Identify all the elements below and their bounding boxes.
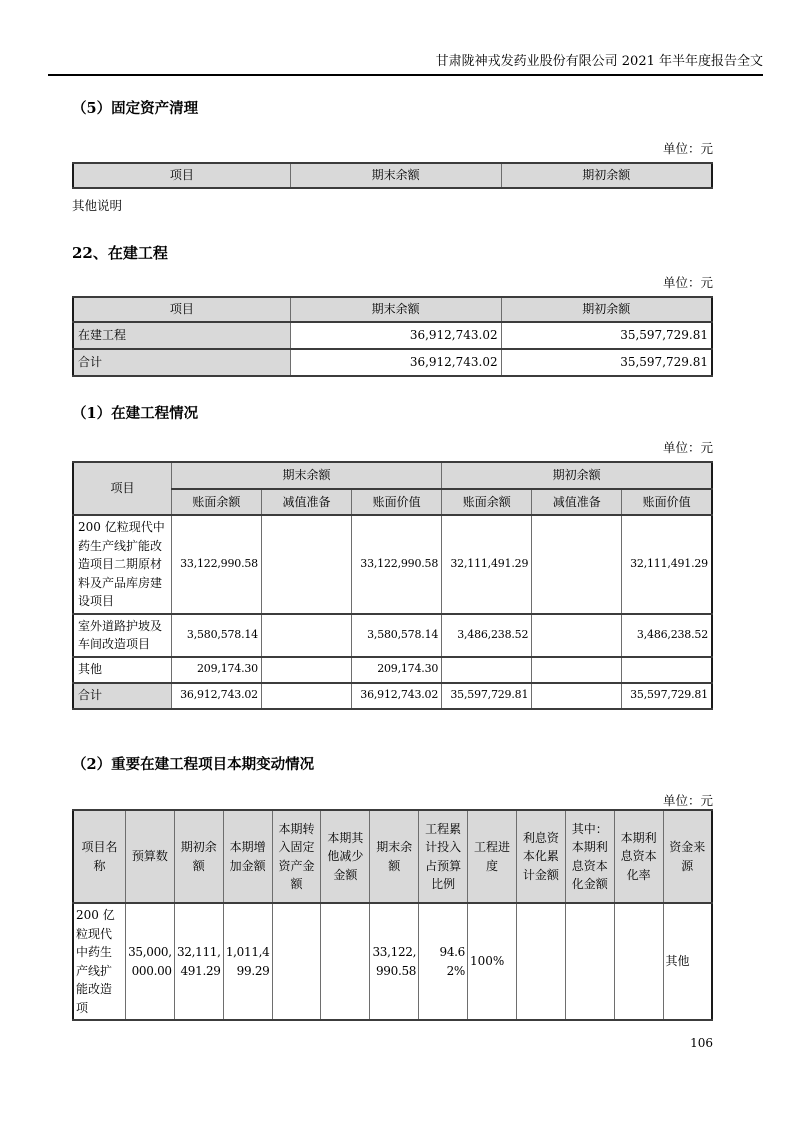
cell-value [261, 614, 351, 657]
column-header: 账面价值 [352, 489, 442, 515]
row-label: 室外道路护坡及车间改造项目 [73, 614, 171, 657]
column-header: 减值准备 [532, 489, 622, 515]
unit-label: 单位：元 [662, 275, 713, 290]
cell-value: 36,912,743.02 [352, 683, 442, 709]
column-header: 工程累计投入占预算比例 [419, 810, 468, 903]
cell-value: 3,486,238.52 [442, 614, 532, 657]
cell-value: 36,912,743.02 [171, 683, 261, 709]
column-header: 期初余额 [174, 810, 223, 903]
column-header: 项目 [73, 297, 290, 322]
unit-label: 单位：元 [662, 793, 713, 808]
column-header: 期末余额 [290, 297, 501, 322]
table-row-total [73, 683, 712, 709]
column-header: 本期增加金额 [223, 810, 272, 903]
column-header: 工程进度 [468, 810, 517, 903]
cell-project-name: 200 亿粒现代中药生产线扩能改造项 [73, 903, 125, 1020]
row-label: 合计 [73, 349, 290, 376]
column-header: 预算数 [125, 810, 174, 903]
cell-fund-source: 其他 [663, 903, 712, 1020]
cell-value [622, 657, 712, 683]
subsection-heading-cip-changes: （2）重要在建工程项目本期变动情况 [72, 756, 315, 773]
column-header: 本期其他减少金额 [321, 810, 370, 903]
section-heading-construction-in-progress: 22、在建工程 [72, 244, 168, 262]
cell-value [532, 515, 622, 614]
column-header: 期初余额 [501, 163, 712, 188]
cell-value: 35,597,729.81 [442, 683, 532, 709]
table-header-row [73, 163, 712, 188]
column-header: 本期利息资本化率 [614, 810, 663, 903]
section-heading-fixed-asset-disposal: （5）固定资产清理 [72, 100, 199, 117]
cell-value: 3,486,238.52 [622, 614, 712, 657]
column-header: 账面价值 [622, 489, 712, 515]
column-header: 资金来源 [663, 810, 712, 903]
cell-value: 3,580,578.14 [352, 614, 442, 657]
table-row [73, 903, 712, 1020]
cell-budget: 35,000,000.00 [125, 903, 174, 1020]
table-header-row [73, 297, 712, 322]
row-label: 其他 [73, 657, 171, 683]
cell-capitalized-interest-total [516, 903, 565, 1020]
column-header: 利息资本化累计金额 [516, 810, 565, 903]
cip-detail-table [72, 461, 713, 710]
column-header: 账面余额 [442, 489, 532, 515]
page-number: 106 [690, 1036, 713, 1050]
cell-value: 209,174.30 [352, 657, 442, 683]
row-label: 200 亿粒现代中药生产线扩能改造项目二期原材料及产品库房建设项目 [73, 515, 171, 614]
column-header: 期末余额 [370, 810, 419, 903]
row-label: 在建工程 [73, 322, 290, 349]
cell-closing-balance: 36,912,743.02 [290, 322, 501, 349]
cell-capitalization-rate [614, 903, 663, 1020]
fixed-asset-disposal-table [72, 162, 713, 189]
cell-closing-balance: 33,122,990.58 [370, 903, 419, 1020]
cell-opening-balance: 35,597,729.81 [501, 322, 712, 349]
cell-value [261, 683, 351, 709]
column-header: 本期转入固定资产金额 [272, 810, 321, 903]
column-header: 期初余额 [501, 297, 712, 322]
cell-value [261, 657, 351, 683]
cell-value: 3,580,578.14 [171, 614, 261, 657]
cell-investment-ratio: 94.62% [419, 903, 468, 1020]
table-header-group-row [73, 462, 712, 489]
table-row [73, 614, 712, 657]
cell-value [532, 657, 622, 683]
column-header: 项目名称 [73, 810, 125, 903]
column-header: 减值准备 [261, 489, 351, 515]
column-header-item: 项目 [73, 462, 171, 515]
table-row-total [73, 349, 712, 376]
cell-value: 33,122,990.58 [171, 515, 261, 614]
table-row [73, 322, 712, 349]
cell-capitalized-interest-period [565, 903, 614, 1020]
cell-opening-balance: 32,111,491.29 [174, 903, 223, 1020]
cell-opening-balance: 35,597,729.81 [501, 349, 712, 376]
cell-value [532, 683, 622, 709]
column-header: 项目 [73, 163, 290, 188]
cell-value [442, 657, 532, 683]
column-group-closing: 期末余额 [171, 462, 441, 489]
table-header-row [73, 810, 712, 903]
unit-label: 单位：元 [662, 141, 713, 156]
cell-transferred-to-fixed-assets [272, 903, 321, 1020]
column-header: 期末余额 [290, 163, 501, 188]
column-header: 其中：本期利息资本化金额 [565, 810, 614, 903]
cip-changes-table [72, 809, 713, 1021]
cell-value: 32,111,491.29 [622, 515, 712, 614]
cell-progress: 100% [468, 903, 517, 1020]
subsection-heading-cip-detail: （1）在建工程情况 [72, 405, 199, 422]
cell-value [532, 614, 622, 657]
page-header [48, 50, 763, 76]
table-row [73, 515, 712, 614]
cell-value: 33,122,990.58 [352, 515, 442, 614]
construction-in-progress-table [72, 296, 713, 377]
cell-value: 209,174.30 [171, 657, 261, 683]
cell-value: 32,111,491.29 [442, 515, 532, 614]
report-title: 甘肃陇神戎发药业股份有限公司 2021 年半年度报告全文 [435, 54, 763, 69]
cell-closing-balance: 36,912,743.02 [290, 349, 501, 376]
cell-increase: 1,011,499.29 [223, 903, 272, 1020]
other-note-label: 其他说明 [72, 198, 123, 213]
cell-value [261, 515, 351, 614]
unit-label: 单位：元 [662, 440, 713, 455]
table-row [73, 657, 712, 683]
cell-value: 35,597,729.81 [622, 683, 712, 709]
column-group-opening: 期初余额 [442, 462, 712, 489]
column-header: 账面余额 [171, 489, 261, 515]
cell-other-decrease [321, 903, 370, 1020]
row-label: 合计 [73, 683, 171, 709]
